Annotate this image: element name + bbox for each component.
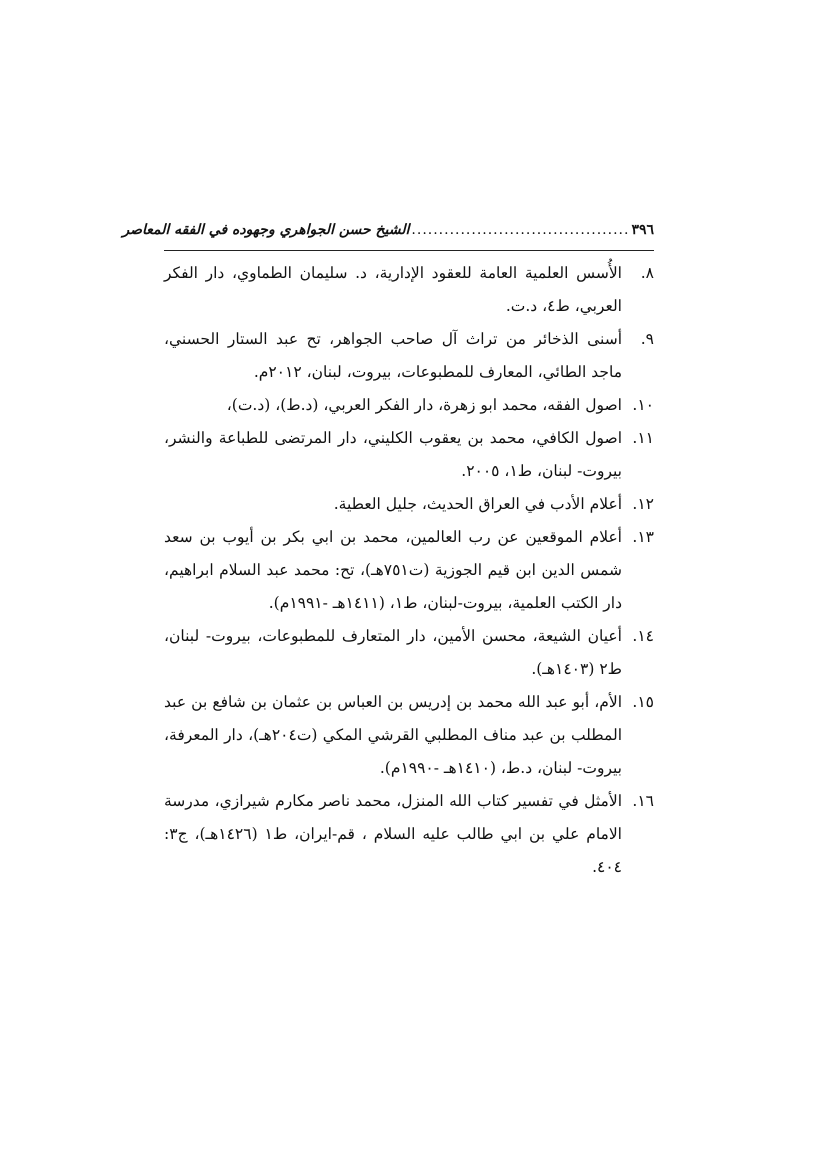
reference-item	[164, 257, 654, 323]
reference-text: أسنى الذخائر من تراث آل صاحب الجواهر، تح عبد الستار الحسني، ماجد الطائي، المعارف للمطبوعات، بيروت، لبنان، ٢٠١٢م.	[164, 330, 622, 381]
reference-text: الأُسس العلمية العامة للعقود الإدارية، د. سليمان الطماوي، دار الفكر العربي، ط٤، د.ت.	[164, 264, 622, 315]
reference-item	[164, 521, 654, 620]
reference-number: ١٦.	[632, 792, 654, 810]
reference-text: الأم، أبو عبد الله محمد بن إدريس بن العباس بن عثمان بن شافع بن عبد المطلب بن عبد مناف المطلبي القرشي المكي (ت٢٠٤هـ)، دار المعرفة، بيروت- لبنان، د.ط، (١٤١٠هـ -١٩٩٠م).	[164, 693, 622, 777]
reference-number: ١١.	[632, 429, 654, 447]
reference-text: أعلام الموقعين عن رب العالمين، محمد بن ابي بكر بن أيوب بن سعد شمس الدين ابن قيم الجوزية (ت٧٥١هـ)، تح: محمد عبد السلام ابراهيم، دار الكتب العلمية، بيروت-لبنان، ط١، (١٤١١هـ -١٩٩١م).	[164, 528, 622, 612]
reference-number: ٨.	[640, 264, 654, 282]
reference-item	[164, 323, 654, 389]
header-title: الشيخ حسن الجواهري وجهوده في الفقه المعاصر	[122, 222, 410, 238]
reference-number: ١٥.	[632, 693, 654, 711]
reference-text: اصول الفقه، محمد ابو زهرة، دار الفكر العربي، (د.ط)، (د.ت)،	[226, 396, 622, 414]
reference-number: ٩.	[640, 330, 654, 348]
reference-item	[164, 785, 654, 884]
reference-text: أعلام الأدب في العراق الحديث، جليل العطية.	[333, 495, 622, 513]
reference-text: اصول الكافي، محمد بن يعقوب الكليني، دار المرتضى للطباعة والنشر، بيروت- لبنان، ط١، ٢٠٠٥.	[164, 429, 622, 480]
reference-item	[164, 620, 654, 686]
reference-item	[164, 686, 654, 785]
reference-item	[164, 389, 654, 422]
page-number: ٣٩٦	[631, 222, 654, 238]
running-header	[122, 222, 654, 246]
reference-text: أعيان الشيعة، محسن الأمين، دار المتعارف للمطبوعات، بيروت- لبنان، ط٢ (١٤٠٣هـ).	[164, 627, 622, 678]
header-rule	[164, 250, 654, 251]
reference-item	[164, 488, 654, 521]
reference-text: الأمثل في تفسير كتاب الله المنزل، محمد ناصر مكارم شيرازي، مدرسة الامام علي بن ابي طالب عليه السلام ، قم-ايران، ط١ (١٤٢٦هـ)، ج٣: ٤٠٤.	[164, 792, 622, 876]
reference-item	[164, 422, 654, 488]
document-page	[122, 222, 654, 884]
reference-number: ١٠.	[632, 396, 654, 414]
reference-number: ١٣.	[632, 528, 654, 546]
leader-dots: ........................................	[411, 222, 630, 238]
reference-number: ١٢.	[632, 495, 654, 513]
reference-number: ١٤.	[632, 627, 654, 645]
reference-list	[164, 257, 654, 884]
